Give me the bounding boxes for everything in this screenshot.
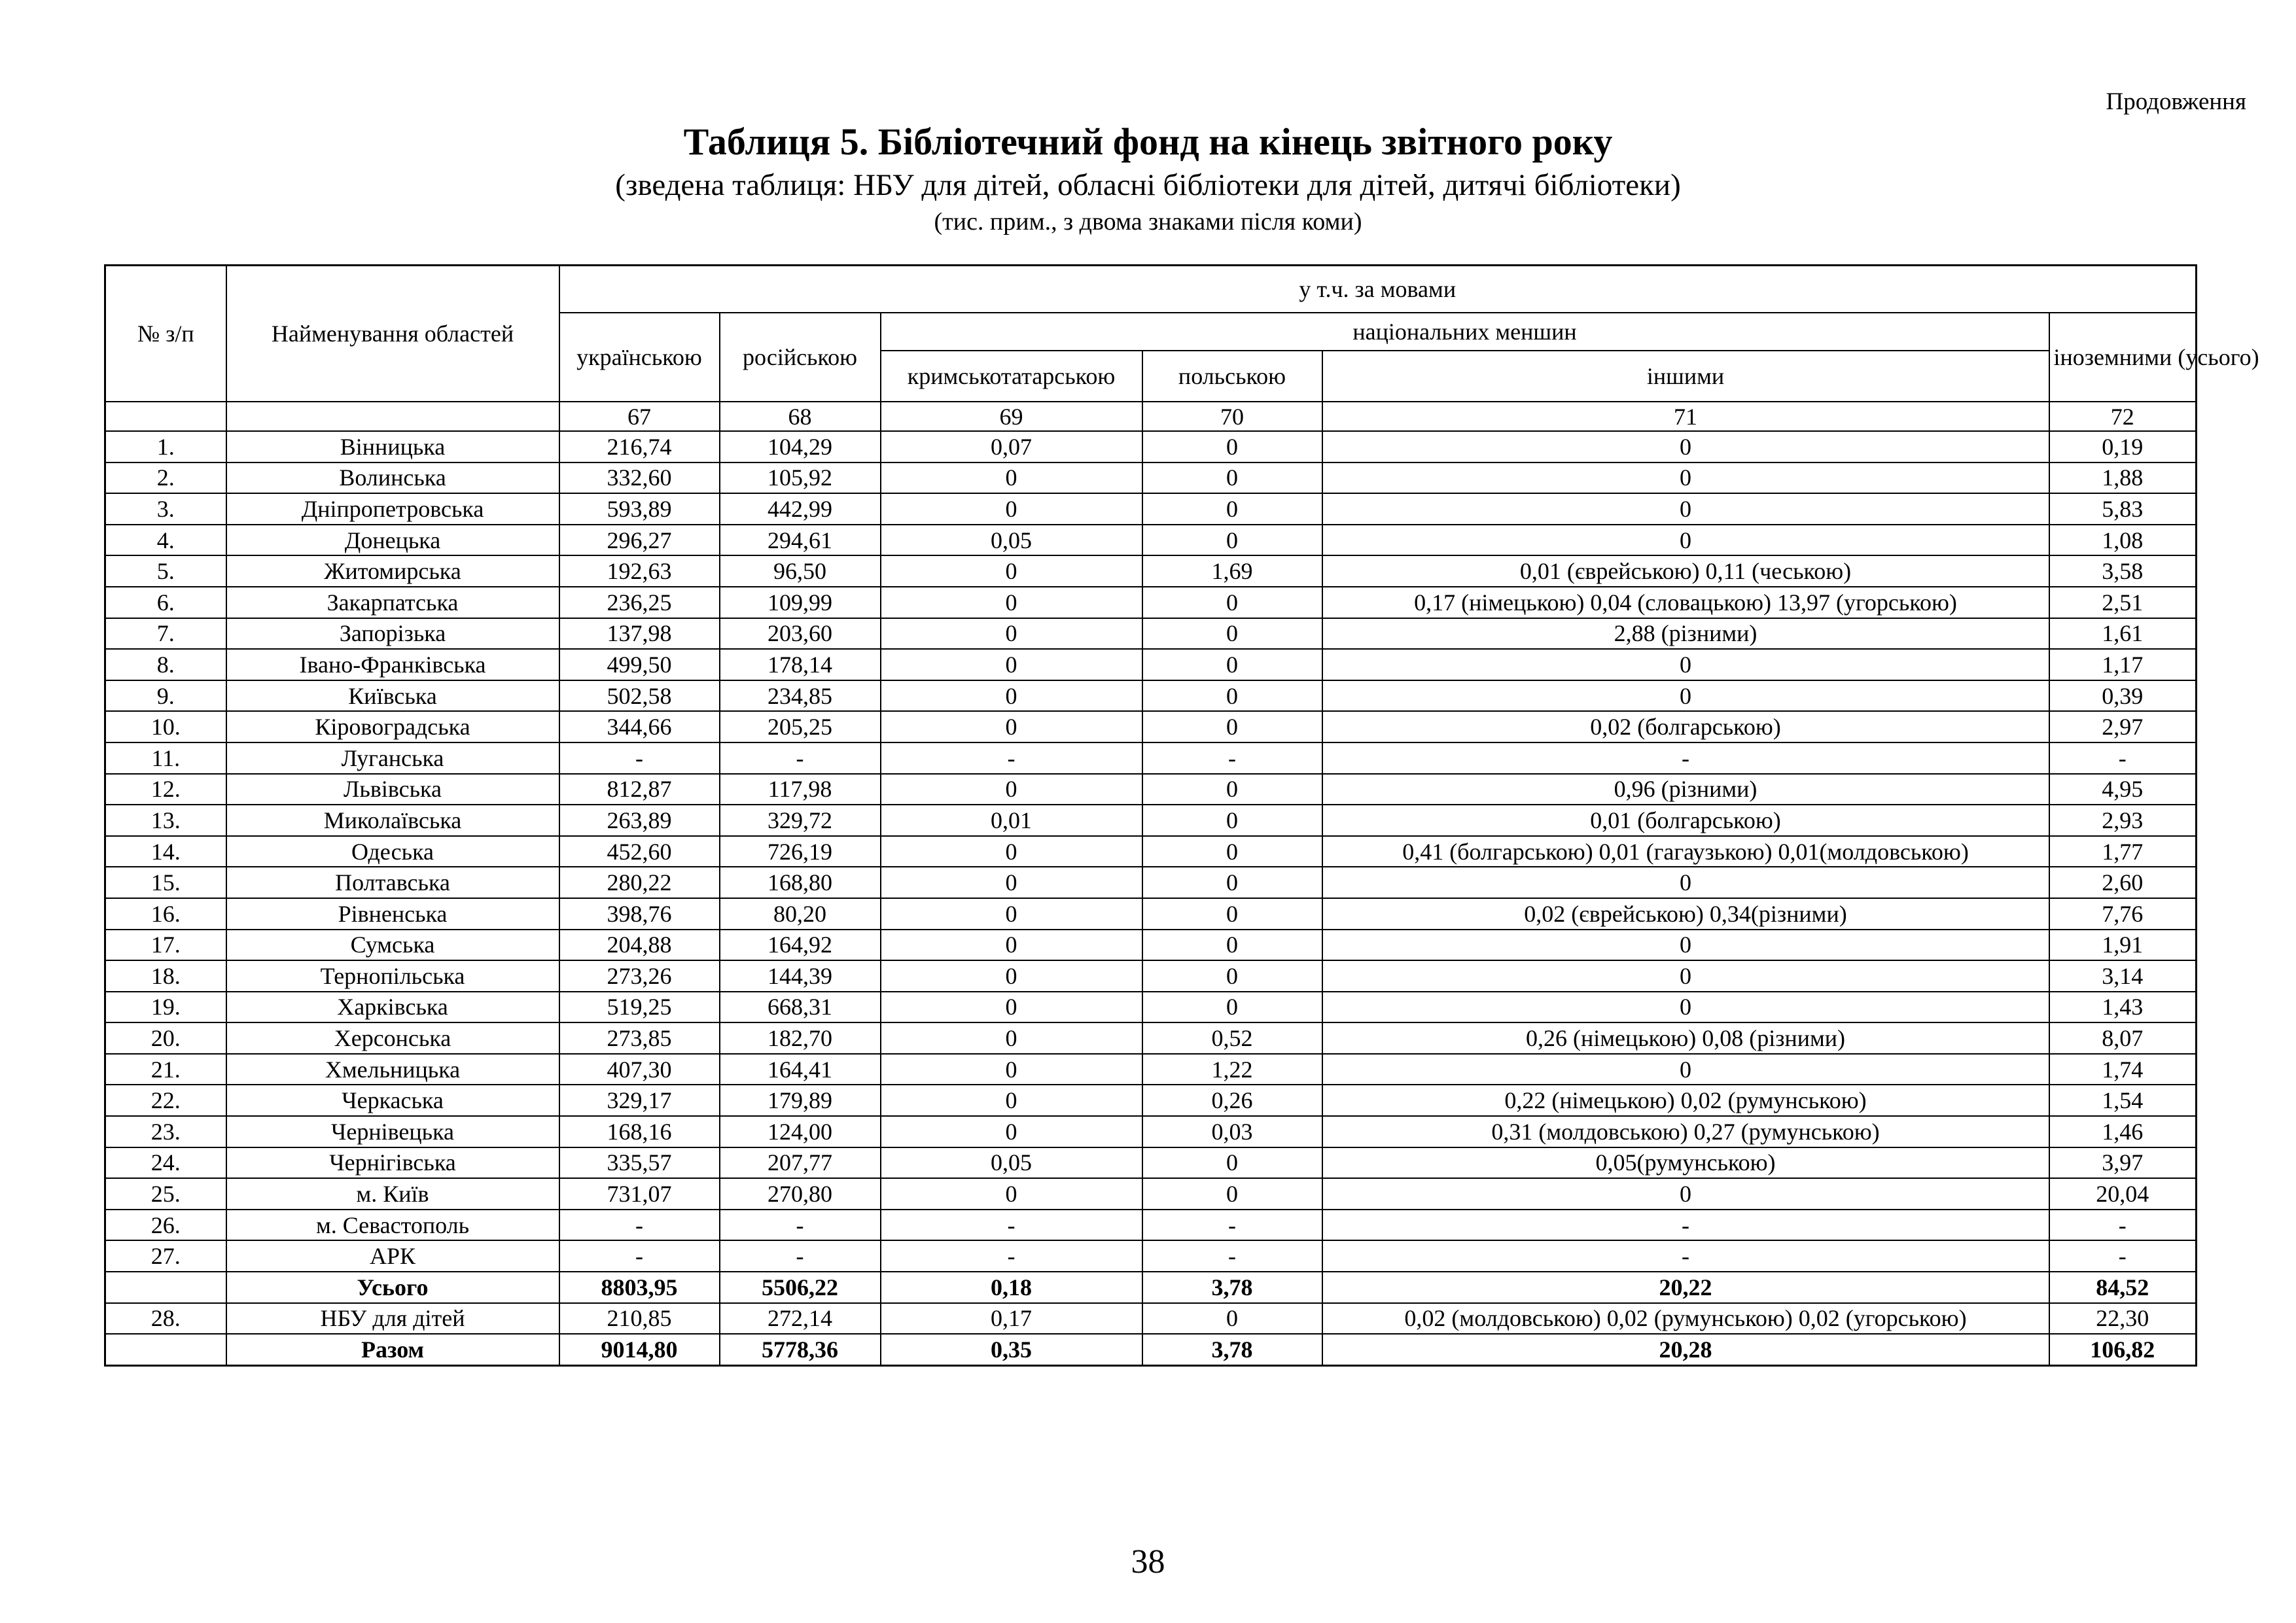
russian-value-cell: 80,20 xyxy=(720,898,881,930)
crimean-tatar-value-cell: 0,05 xyxy=(881,525,1142,556)
crimean-tatar-value-cell: 0,05 xyxy=(881,1147,1142,1179)
foreign-value-cell: 1,88 xyxy=(2049,462,2197,494)
crimean-tatar-value-cell: - xyxy=(881,1210,1142,1241)
foreign-value-cell: 1,61 xyxy=(2049,618,2197,650)
row-number-cell: 12. xyxy=(105,774,226,805)
foreign-value-cell: - xyxy=(2049,742,2197,774)
row-number-cell: 27. xyxy=(105,1240,226,1272)
ukrainian-value-cell: 273,85 xyxy=(559,1022,720,1054)
continuation-label: Продовження xyxy=(2106,88,2246,115)
polish-value-cell: 0,03 xyxy=(1142,1116,1322,1147)
table-row xyxy=(105,742,2197,774)
table-row xyxy=(105,618,2197,650)
foreign-value-cell: 1,43 xyxy=(2049,992,2197,1023)
ukrainian-value-cell: 812,87 xyxy=(559,774,720,805)
region-name-cell: Харківська xyxy=(226,992,559,1023)
ukrainian-value-cell: 452,60 xyxy=(559,836,720,867)
russian-value-cell: 272,14 xyxy=(720,1303,881,1335)
foreign-value-cell: 3,97 xyxy=(2049,1147,2197,1179)
crimean-tatar-value-cell: 0 xyxy=(881,680,1142,712)
other-languages-value-cell: 0,02 (болгарською) xyxy=(1322,711,2049,742)
russian-value-cell: 329,72 xyxy=(720,805,881,836)
total-row xyxy=(105,1334,2197,1365)
other-languages-value-cell: 0 xyxy=(1322,649,2049,680)
polish-value-cell: 0,26 xyxy=(1142,1085,1322,1116)
column-number: 71 xyxy=(1322,402,2049,431)
region-name-cell: м. Київ xyxy=(226,1178,559,1210)
row-number-cell: 19. xyxy=(105,992,226,1023)
row-number-cell: 20. xyxy=(105,1022,226,1054)
crimean-tatar-value-cell: 0 xyxy=(881,930,1142,961)
header-ukrainian: українською xyxy=(559,313,720,402)
russian-value-cell: 205,25 xyxy=(720,711,881,742)
polish-value-cell: 0 xyxy=(1142,462,1322,494)
ukrainian-value-cell: 280,22 xyxy=(559,867,720,898)
other-languages-value-cell: 2,88 (різними) xyxy=(1322,618,2049,650)
foreign-value-cell: 1,08 xyxy=(2049,525,2197,556)
table-subtitle: (зведена таблиця: НБУ для дітей, обласні бібліотеки для дітей, дитячі бібліотеки) xyxy=(615,168,1681,202)
ukrainian-value-cell: - xyxy=(559,1240,720,1272)
russian-value-cell: 182,70 xyxy=(720,1022,881,1054)
table-row xyxy=(105,462,2197,494)
region-name-cell: Херсонська xyxy=(226,1022,559,1054)
foreign-value-cell: 2,97 xyxy=(2049,711,2197,742)
polish-value-cell: 0 xyxy=(1142,587,1322,618)
polish-value-cell: 0 xyxy=(1142,992,1322,1023)
crimean-tatar-value-cell: 0 xyxy=(881,836,1142,867)
table-units-note: (тис. прим., з двома знаками після коми) xyxy=(934,208,1362,236)
foreign-value-cell: 1,54 xyxy=(2049,1085,2197,1116)
table-row xyxy=(105,525,2197,556)
crimean-tatar-value-cell: 0 xyxy=(881,1022,1142,1054)
region-name-cell: Івано-Франківська xyxy=(226,649,559,680)
foreign-value-cell: 2,93 xyxy=(2049,805,2197,836)
russian-value-cell: 5506,22 xyxy=(720,1272,881,1303)
table-row xyxy=(105,1303,2197,1335)
other-languages-value-cell: 20,22 xyxy=(1322,1272,2049,1303)
ukrainian-value-cell: 731,07 xyxy=(559,1178,720,1210)
ukrainian-value-cell: 137,98 xyxy=(559,618,720,650)
other-languages-value-cell: 0 xyxy=(1322,867,2049,898)
crimean-tatar-value-cell: 0 xyxy=(881,1054,1142,1085)
crimean-tatar-value-cell: - xyxy=(881,1240,1142,1272)
foreign-value-cell: 7,76 xyxy=(2049,898,2197,930)
russian-value-cell: 109,99 xyxy=(720,587,881,618)
total-row xyxy=(105,1272,2197,1303)
polish-value-cell: - xyxy=(1142,1240,1322,1272)
polish-value-cell: 1,69 xyxy=(1142,555,1322,587)
polish-value-cell: 3,78 xyxy=(1142,1334,1322,1365)
other-languages-value-cell: 0 xyxy=(1322,992,2049,1023)
ukrainian-value-cell: 398,76 xyxy=(559,898,720,930)
other-languages-value-cell: 0,17 (німецькою) 0,04 (словацькою) 13,97 (угорською) xyxy=(1322,587,2049,618)
crimean-tatar-value-cell: 0,01 xyxy=(881,805,1142,836)
russian-value-cell: 207,77 xyxy=(720,1147,881,1179)
other-languages-value-cell: 0 xyxy=(1322,431,2049,462)
row-number-cell: 7. xyxy=(105,618,226,650)
region-name-cell: Вінницька xyxy=(226,431,559,462)
russian-value-cell: 164,41 xyxy=(720,1054,881,1085)
polish-value-cell: 0 xyxy=(1142,525,1322,556)
other-languages-value-cell: 0 xyxy=(1322,680,2049,712)
polish-value-cell: 0 xyxy=(1142,836,1322,867)
foreign-value-cell: 0,19 xyxy=(2049,431,2197,462)
russian-value-cell: 179,89 xyxy=(720,1085,881,1116)
row-number-cell: 24. xyxy=(105,1147,226,1179)
header-region-name: Найменування областей xyxy=(226,266,559,402)
column-number: 70 xyxy=(1142,402,1322,431)
table-row xyxy=(105,1210,2197,1241)
russian-value-cell: 117,98 xyxy=(720,774,881,805)
column-number-blank xyxy=(105,402,226,431)
column-number: 72 xyxy=(2049,402,2197,431)
crimean-tatar-value-cell: 0 xyxy=(881,1085,1142,1116)
row-number-cell: 5. xyxy=(105,555,226,587)
header-number: № з/п xyxy=(105,266,226,402)
ukrainian-value-cell: 273,26 xyxy=(559,960,720,992)
foreign-value-cell: 2,51 xyxy=(2049,587,2197,618)
foreign-value-cell: 3,14 xyxy=(2049,960,2197,992)
foreign-value-cell: 22,30 xyxy=(2049,1303,2197,1335)
foreign-value-cell: - xyxy=(2049,1210,2197,1241)
row-number-cell: 25. xyxy=(105,1178,226,1210)
crimean-tatar-value-cell: 0 xyxy=(881,587,1142,618)
ukrainian-value-cell: 8803,95 xyxy=(559,1272,720,1303)
table-row xyxy=(105,774,2197,805)
row-number-cell: 13. xyxy=(105,805,226,836)
table-row xyxy=(105,992,2197,1023)
row-number-cell: 21. xyxy=(105,1054,226,1085)
table-row xyxy=(105,711,2197,742)
row-number-cell: 28. xyxy=(105,1303,226,1335)
ukrainian-value-cell: 216,74 xyxy=(559,431,720,462)
polish-value-cell: 0 xyxy=(1142,1147,1322,1179)
table-row xyxy=(105,1022,2197,1054)
region-name-cell: Хмельницька xyxy=(226,1054,559,1085)
region-name-cell: Тернопільська xyxy=(226,960,559,992)
crimean-tatar-value-cell: 0 xyxy=(881,898,1142,930)
russian-value-cell: 178,14 xyxy=(720,649,881,680)
row-number-cell: 6. xyxy=(105,587,226,618)
table-row xyxy=(105,680,2197,712)
polish-value-cell: 0 xyxy=(1142,930,1322,961)
polish-value-cell: 0 xyxy=(1142,493,1322,525)
foreign-value-cell: - xyxy=(2049,1240,2197,1272)
other-languages-value-cell: 0 xyxy=(1322,493,2049,525)
polish-value-cell: 0 xyxy=(1142,898,1322,930)
other-languages-value-cell: 0,01 (єврейською) 0,11 (чеською) xyxy=(1322,555,2049,587)
ukrainian-value-cell: - xyxy=(559,742,720,774)
other-languages-value-cell: 0,96 (різними) xyxy=(1322,774,2049,805)
row-number-cell xyxy=(105,1334,226,1365)
region-name-cell: НБУ для дітей xyxy=(226,1303,559,1335)
row-number-cell: 3. xyxy=(105,493,226,525)
row-number-cell: 17. xyxy=(105,930,226,961)
table-row xyxy=(105,555,2197,587)
header-russian: російською xyxy=(720,313,881,402)
region-name-cell: Сумська xyxy=(226,930,559,961)
region-name-cell: Волинська xyxy=(226,462,559,494)
crimean-tatar-value-cell: 0,07 xyxy=(881,431,1142,462)
other-languages-value-cell: 0,31 (молдовською) 0,27 (румунською) xyxy=(1322,1116,2049,1147)
table-row xyxy=(105,1116,2197,1147)
russian-value-cell: 164,92 xyxy=(720,930,881,961)
foreign-value-cell: 1,91 xyxy=(2049,930,2197,961)
header-national-minorities: національних меншин xyxy=(881,313,2049,351)
table-row xyxy=(105,805,2197,836)
polish-value-cell: 0 xyxy=(1142,1303,1322,1335)
ukrainian-value-cell: 499,50 xyxy=(559,649,720,680)
foreign-value-cell: 1,17 xyxy=(2049,649,2197,680)
table-row xyxy=(105,587,2197,618)
other-languages-value-cell: 0,41 (болгарською) 0,01 (гагаузькою) 0,01(молдовською) xyxy=(1322,836,2049,867)
row-number-cell: 1. xyxy=(105,431,226,462)
foreign-value-cell: 8,07 xyxy=(2049,1022,2197,1054)
region-name-cell: Чернігівська xyxy=(226,1147,559,1179)
region-name-cell: Усього xyxy=(226,1272,559,1303)
crimean-tatar-value-cell: 0 xyxy=(881,555,1142,587)
other-languages-value-cell: 0,01 (болгарською) xyxy=(1322,805,2049,836)
russian-value-cell: - xyxy=(720,1240,881,1272)
table-row xyxy=(105,1147,2197,1179)
region-name-cell: Полтавська xyxy=(226,867,559,898)
russian-value-cell: 270,80 xyxy=(720,1178,881,1210)
foreign-value-cell: 20,04 xyxy=(2049,1178,2197,1210)
header-other: іншими xyxy=(1322,351,2049,402)
table-row xyxy=(105,649,2197,680)
other-languages-value-cell: 0,26 (німецькою) 0,08 (різними) xyxy=(1322,1022,2049,1054)
row-number-cell: 4. xyxy=(105,525,226,556)
other-languages-value-cell: 0 xyxy=(1322,462,2049,494)
row-number-cell: 18. xyxy=(105,960,226,992)
russian-value-cell: 104,29 xyxy=(720,431,881,462)
header-by-language: у т.ч. за мовами xyxy=(559,266,2197,313)
russian-value-cell: 144,39 xyxy=(720,960,881,992)
header-polish: польською xyxy=(1142,351,1322,402)
polish-value-cell: 0 xyxy=(1142,774,1322,805)
polish-value-cell: - xyxy=(1142,742,1322,774)
row-number-cell: 10. xyxy=(105,711,226,742)
region-name-cell: Житомирська xyxy=(226,555,559,587)
foreign-value-cell: 2,60 xyxy=(2049,867,2197,898)
table-row xyxy=(105,1054,2197,1085)
russian-value-cell: - xyxy=(720,1210,881,1241)
ukrainian-value-cell: 407,30 xyxy=(559,1054,720,1085)
crimean-tatar-value-cell: 0 xyxy=(881,649,1142,680)
ukrainian-value-cell: 296,27 xyxy=(559,525,720,556)
row-number-cell: 9. xyxy=(105,680,226,712)
russian-value-cell: - xyxy=(720,742,881,774)
column-number: 68 xyxy=(720,402,881,431)
ukrainian-value-cell: 210,85 xyxy=(559,1303,720,1335)
other-languages-value-cell: - xyxy=(1322,1210,2049,1241)
crimean-tatar-value-cell: 0,35 xyxy=(881,1334,1142,1365)
row-number-cell: 8. xyxy=(105,649,226,680)
ukrainian-value-cell: 168,16 xyxy=(559,1116,720,1147)
crimean-tatar-value-cell: 0 xyxy=(881,774,1142,805)
polish-value-cell: 0 xyxy=(1142,649,1322,680)
table-body xyxy=(105,431,2197,1365)
other-languages-value-cell: 20,28 xyxy=(1322,1334,2049,1365)
region-name-cell: Чернівецька xyxy=(226,1116,559,1147)
ukrainian-value-cell: 263,89 xyxy=(559,805,720,836)
polish-value-cell: 0 xyxy=(1142,867,1322,898)
other-languages-value-cell: 0 xyxy=(1322,930,2049,961)
polish-value-cell: 0 xyxy=(1142,1178,1322,1210)
ukrainian-value-cell: 344,66 xyxy=(559,711,720,742)
row-number-cell: 22. xyxy=(105,1085,226,1116)
crimean-tatar-value-cell: 0 xyxy=(881,992,1142,1023)
ukrainian-value-cell: 519,25 xyxy=(559,992,720,1023)
other-languages-value-cell: 0 xyxy=(1322,960,2049,992)
other-languages-value-cell: 0,05(румунською) xyxy=(1322,1147,2049,1179)
polish-value-cell: 0 xyxy=(1142,960,1322,992)
column-number-blank xyxy=(226,402,559,431)
ukrainian-value-cell: 332,60 xyxy=(559,462,720,494)
ukrainian-value-cell: - xyxy=(559,1210,720,1241)
header-foreign: іноземними (усього) xyxy=(2049,313,2197,402)
table-row xyxy=(105,1240,2197,1272)
russian-value-cell: 124,00 xyxy=(720,1116,881,1147)
crimean-tatar-value-cell: 0 xyxy=(881,1178,1142,1210)
region-name-cell: Черкаська xyxy=(226,1085,559,1116)
crimean-tatar-value-cell: 0 xyxy=(881,1116,1142,1147)
region-name-cell: Донецька xyxy=(226,525,559,556)
region-name-cell: Рівненська xyxy=(226,898,559,930)
region-name-cell: м. Севастополь xyxy=(226,1210,559,1241)
table-row xyxy=(105,431,2197,462)
region-name-cell: Кіровоградська xyxy=(226,711,559,742)
russian-value-cell: 234,85 xyxy=(720,680,881,712)
polish-value-cell: 0 xyxy=(1142,680,1322,712)
crimean-tatar-value-cell: 0 xyxy=(881,493,1142,525)
russian-value-cell: 726,19 xyxy=(720,836,881,867)
foreign-value-cell: 1,46 xyxy=(2049,1116,2197,1147)
title-block xyxy=(0,118,2296,239)
table-title: Таблиця 5. Бібліотечний фонд на кінець звітного року xyxy=(683,120,1613,163)
region-name-cell: АРК xyxy=(226,1240,559,1272)
foreign-value-cell: 5,83 xyxy=(2049,493,2197,525)
other-languages-value-cell: 0 xyxy=(1322,525,2049,556)
foreign-value-cell: 106,82 xyxy=(2049,1334,2197,1365)
table-row xyxy=(105,493,2197,525)
table-row xyxy=(105,960,2197,992)
foreign-value-cell: 3,58 xyxy=(2049,555,2197,587)
crimean-tatar-value-cell: 0,18 xyxy=(881,1272,1142,1303)
foreign-value-cell: 1,77 xyxy=(2049,836,2197,867)
russian-value-cell: 5778,36 xyxy=(720,1334,881,1365)
region-name-cell: Запорізька xyxy=(226,618,559,650)
region-name-cell: Київська xyxy=(226,680,559,712)
polish-value-cell: 1,22 xyxy=(1142,1054,1322,1085)
russian-value-cell: 442,99 xyxy=(720,493,881,525)
foreign-value-cell: 0,39 xyxy=(2049,680,2197,712)
row-number-cell: 23. xyxy=(105,1116,226,1147)
column-number: 67 xyxy=(559,402,720,431)
header-crimean-tatar: кримськотатарською xyxy=(881,351,1142,402)
table-row xyxy=(105,898,2197,930)
row-number-cell: 11. xyxy=(105,742,226,774)
ukrainian-value-cell: 593,89 xyxy=(559,493,720,525)
crimean-tatar-value-cell: - xyxy=(881,742,1142,774)
region-name-cell: Одеська xyxy=(226,836,559,867)
other-languages-value-cell: - xyxy=(1322,1240,2049,1272)
russian-value-cell: 105,92 xyxy=(720,462,881,494)
ukrainian-value-cell: 204,88 xyxy=(559,930,720,961)
ukrainian-value-cell: 236,25 xyxy=(559,587,720,618)
row-number-cell: 15. xyxy=(105,867,226,898)
crimean-tatar-value-cell: 0,17 xyxy=(881,1303,1142,1335)
polish-value-cell: 0 xyxy=(1142,805,1322,836)
ukrainian-value-cell: 329,17 xyxy=(559,1085,720,1116)
russian-value-cell: 668,31 xyxy=(720,992,881,1023)
other-languages-value-cell: 0,02 (молдовською) 0,02 (румунською) 0,02 (угорською) xyxy=(1322,1303,2049,1335)
row-number-cell xyxy=(105,1272,226,1303)
polish-value-cell: 0 xyxy=(1142,431,1322,462)
other-languages-value-cell: 0 xyxy=(1322,1178,2049,1210)
row-number-cell: 16. xyxy=(105,898,226,930)
polish-value-cell: 0,52 xyxy=(1142,1022,1322,1054)
polish-value-cell: - xyxy=(1142,1210,1322,1241)
ukrainian-value-cell: 335,57 xyxy=(559,1147,720,1179)
library-fund-table xyxy=(104,264,2259,1367)
foreign-value-cell: 1,74 xyxy=(2049,1054,2197,1085)
table-row xyxy=(105,867,2197,898)
region-name-cell: Разом xyxy=(226,1334,559,1365)
russian-value-cell: 203,60 xyxy=(720,618,881,650)
other-languages-value-cell: 0,22 (німецькою) 0,02 (румунською) xyxy=(1322,1085,2049,1116)
region-name-cell: Миколаївська xyxy=(226,805,559,836)
column-number: 69 xyxy=(881,402,1142,431)
crimean-tatar-value-cell: 0 xyxy=(881,711,1142,742)
foreign-value-cell: 84,52 xyxy=(2049,1272,2197,1303)
russian-value-cell: 294,61 xyxy=(720,525,881,556)
other-languages-value-cell: 0,02 (єврейською) 0,34(різними) xyxy=(1322,898,2049,930)
foreign-value-cell: 4,95 xyxy=(2049,774,2197,805)
other-languages-value-cell: - xyxy=(1322,742,2049,774)
russian-value-cell: 96,50 xyxy=(720,555,881,587)
polish-value-cell: 0 xyxy=(1142,618,1322,650)
crimean-tatar-value-cell: 0 xyxy=(881,618,1142,650)
crimean-tatar-value-cell: 0 xyxy=(881,867,1142,898)
other-languages-value-cell: 0 xyxy=(1322,1054,2049,1085)
row-number-cell: 26. xyxy=(105,1210,226,1241)
crimean-tatar-value-cell: 0 xyxy=(881,960,1142,992)
table-row xyxy=(105,836,2197,867)
region-name-cell: Луганська xyxy=(226,742,559,774)
crimean-tatar-value-cell: 0 xyxy=(881,462,1142,494)
polish-value-cell: 0 xyxy=(1142,711,1322,742)
polish-value-cell: 3,78 xyxy=(1142,1272,1322,1303)
table-row xyxy=(105,1178,2197,1210)
table-row xyxy=(105,1085,2197,1116)
page-number: 38 xyxy=(1131,1543,1165,1580)
russian-value-cell: 168,80 xyxy=(720,867,881,898)
row-number-cell: 2. xyxy=(105,462,226,494)
row-number-cell: 14. xyxy=(105,836,226,867)
region-name-cell: Закарпатська xyxy=(226,587,559,618)
ukrainian-value-cell: 9014,80 xyxy=(559,1334,720,1365)
region-name-cell: Дніпропетровська xyxy=(226,493,559,525)
ukrainian-value-cell: 502,58 xyxy=(559,680,720,712)
ukrainian-value-cell: 192,63 xyxy=(559,555,720,587)
region-name-cell: Львівська xyxy=(226,774,559,805)
table-row xyxy=(105,930,2197,961)
